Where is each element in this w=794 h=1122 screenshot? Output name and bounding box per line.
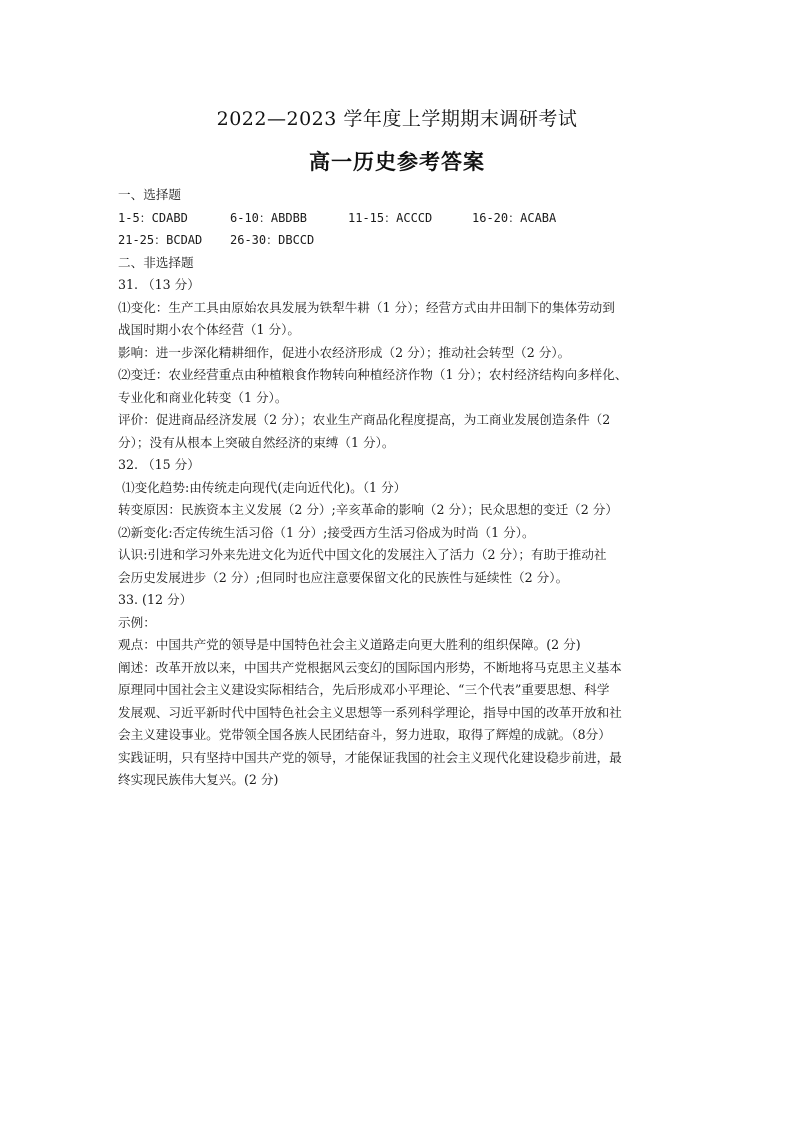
choice-answer-group: 1-5：CDABD — [118, 210, 188, 225]
section-heading-non-choice: 二、非选择题 — [118, 254, 194, 270]
answer-line: 专业化和商业化转变（1 分）。 — [118, 389, 288, 405]
answer-line: 会历史发展进步（2 分）;但同时也应注意要保留文化的民族性与延续性（2 分）。 — [118, 569, 569, 585]
section-heading-choice: 一、选择题 — [118, 187, 181, 202]
answer-line: 战国时期小农个体经营（1 分）。 — [118, 322, 301, 337]
answer-line: 实践证明，只有坚持中国共产党的领导，才能保证我国的社会主义现代化建设稳步前进，最 — [118, 749, 622, 765]
question-32-heading: 32. （15 分） — [118, 457, 200, 472]
answer-line: ⑵变迁：农业经营重点由种植粮食作物转向种植经济作物（1 分）；农村经济结构向多样化、 — [118, 367, 628, 382]
document-title: 2022—2023 学年度上学期期末调研考试 — [216, 108, 578, 130]
choice-answer-group: 16-20：ACABA — [472, 210, 557, 225]
answer-line: 认识:引进和学习外来先进文化为近代中国文化的发展注入了活力（2 分）；有助于推动社 — [118, 547, 607, 562]
answer-line: ⑵新变化:否定传统生活习俗（1 分）;接受西方生活习俗成为时尚（1 分）。 — [118, 524, 535, 540]
question-33-heading: 33. (12 分） — [118, 592, 193, 607]
answer-line: 观点：中国共产党的领导是中国特色社会主义道路走向更大胜利的组织保障。(2 分) — [118, 637, 581, 652]
answer-line: 转变原因：民族资本主义发展（2 分）;辛亥革命的影响（2 分）；民众思想的变迁（2 分） — [118, 502, 618, 517]
choice-answer-row — [118, 207, 678, 230]
answer-line: ⑴变化：生产工具由原始农具发展为铁犁牛耕（1 分）；经营方式由井田制下的集体劳动到 — [118, 299, 615, 315]
answer-line: 影响：进一步深化精耕细作，促进小农经济形成（2 分）；推动社会转型（2 分）。 — [118, 344, 571, 360]
answer-line: 发展观、习近平新时代中国特色社会主义思想等一系列科学理论，指导中国的改革开放和社 — [118, 704, 622, 720]
answer-line: 终实现民族伟大复兴。(2 分) — [118, 772, 279, 787]
answer-line: 分）；没有从根本上突破自然经济的束缚（1 分）。 — [118, 434, 395, 450]
answer-line: 原理同中国社会主义建设实际相结合，先后形成邓小平理论、“三个代表”重要思想、科学 — [118, 682, 610, 697]
choice-answer-group: 11-15：ACCCD — [348, 210, 433, 225]
answer-content — [118, 184, 678, 792]
question-31-heading: 31. （13 分） — [118, 277, 200, 292]
document-subtitle: 高一历史参考答案 — [309, 149, 485, 174]
answer-line: 会主义建设事业。党带领全国各族人民团结奋斗，努力进取，取得了辉煌的成就。（8分） — [118, 727, 611, 742]
choice-answer-group: 6-10：ABDBB — [230, 210, 308, 225]
choice-answer-row — [118, 229, 678, 252]
answer-line: 示例： — [118, 614, 156, 630]
choice-answer-group: 26-30：DBCCD — [230, 233, 315, 247]
answer-line: 阐述：改革开放以来，中国共产党根据风云变幻的国际国内形势，不断地将马克思主义基本 — [118, 659, 622, 675]
choice-answer-group: 21-25：BCDAD — [118, 233, 203, 247]
answer-line: ⑴变化趋势:由传统走向现代(走向近代化)。（1 分） — [122, 479, 407, 495]
answer-line: 评价：促进商品经济发展（2 分）；农业生产商品化程度提高，为工商业发展创造条件（2 — [118, 412, 611, 427]
